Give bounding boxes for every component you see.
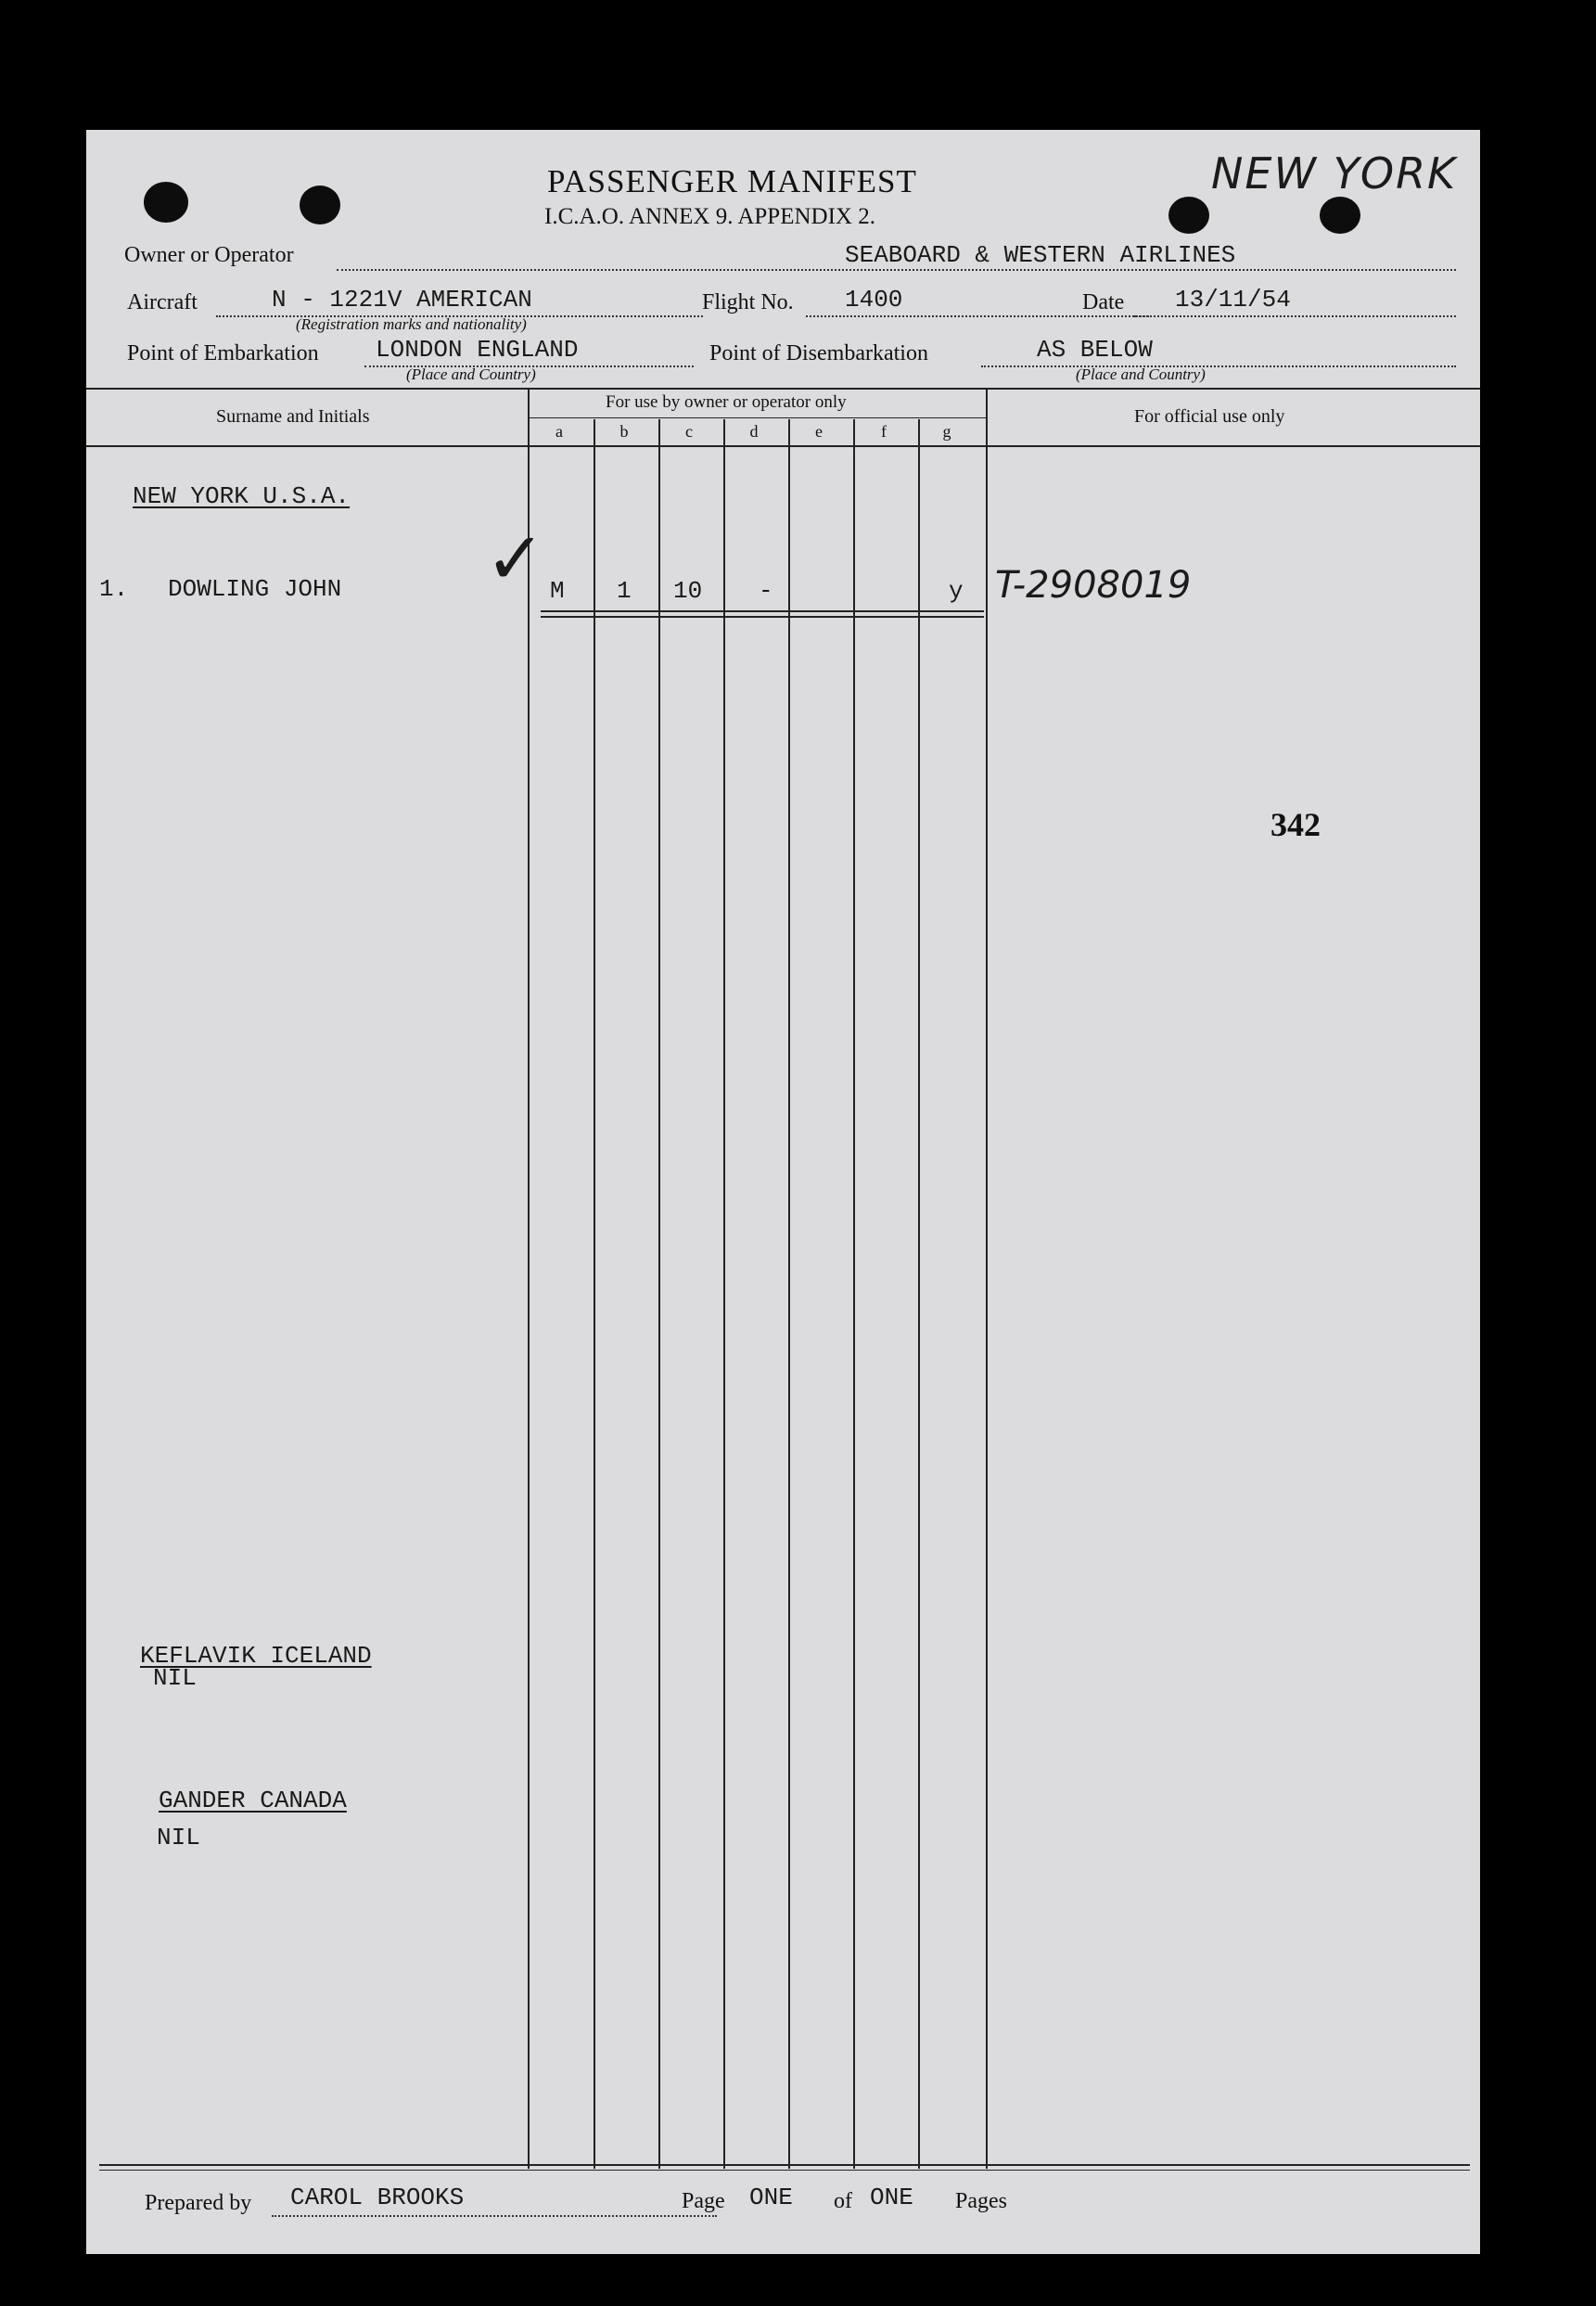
aircraft-label: Aircraft (127, 290, 198, 314)
city-stamp: NEW YORK (1211, 148, 1458, 199)
disembarkation-note: (Place and Country) (1076, 365, 1206, 383)
date-value: 13/11/54 (1175, 286, 1291, 314)
of-value: ONE (870, 2184, 913, 2211)
column-header-official: For official use only (1134, 406, 1285, 427)
of-label: of (834, 2189, 852, 2213)
gander-value: NIL (157, 1824, 200, 1851)
punch-hole-mark (1168, 197, 1209, 234)
manifest-subtitle: I.C.A.O. ANNEX 9. APPENDIX 2. (544, 204, 875, 229)
prepared-by-label: Prepared by (145, 2191, 252, 2215)
disembarkation-label: Point of Disembarkation (709, 341, 928, 365)
aircraft-note: (Registration marks and nationality) (296, 315, 527, 333)
destination-heading-keflavik: KEFLAVIK ICELAND (140, 1642, 372, 1670)
keflavik-value: NIL (153, 1664, 197, 1692)
passenger-col-d: - (759, 577, 773, 605)
page-value: ONE (749, 2184, 793, 2211)
check-mark-icon: ✓ (485, 518, 546, 601)
passenger-number: 1. (99, 575, 129, 603)
subcol-d: d (749, 422, 759, 441)
manifest-title: PASSENGER MANIFEST (547, 163, 917, 199)
subcol-g: g (942, 422, 951, 441)
date-label: Date (1082, 290, 1125, 314)
subcol-c: c (685, 422, 693, 441)
owner-label: Owner or Operator (124, 243, 294, 267)
flight-label: Flight No. (702, 290, 794, 314)
embarkation-note: (Place and Country) (406, 365, 536, 383)
subcol-b: b (619, 422, 629, 441)
subcol-a: a (555, 422, 563, 441)
passenger-col-g: y (949, 577, 964, 605)
owner-value: SEABOARD & WESTERN AIRLINES (845, 241, 1236, 269)
official-number: T-2908019 (995, 564, 1192, 607)
subcol-e: e (815, 422, 823, 441)
prepared-by-value: CAROL BROOKS (290, 2184, 465, 2211)
embarkation-label: Point of Embarkation (127, 341, 319, 365)
subcol-f: f (881, 422, 887, 441)
column-header-name: Surname and Initials (216, 406, 370, 427)
page-stamp-number: 342 (1270, 806, 1321, 843)
page-label: Page (682, 2189, 725, 2213)
aircraft-value: N - 1221V AMERICAN (272, 286, 532, 314)
passenger-col-c: 10 (673, 577, 703, 605)
pages-label: Pages (955, 2189, 1007, 2213)
manifest-sheet (86, 130, 1480, 2254)
passenger-name: DOWLING JOHN (168, 575, 342, 603)
destination-heading-new-york: NEW YORK U.S.A. (133, 482, 351, 510)
passenger-col-b: 1 (617, 577, 632, 605)
embarkation-value: LONDON ENGLAND (376, 336, 579, 364)
flight-value: 1400 (845, 286, 903, 314)
column-header-owner-group: For use by owner or operator only (606, 392, 847, 412)
punch-hole-mark (1320, 197, 1360, 234)
disembarkation-value: AS BELOW (1037, 336, 1153, 364)
punch-hole-mark (144, 182, 188, 223)
destination-heading-gander: GANDER CANADA (159, 1787, 347, 1814)
punch-hole-mark (300, 186, 340, 224)
passenger-col-a: M (550, 577, 565, 605)
